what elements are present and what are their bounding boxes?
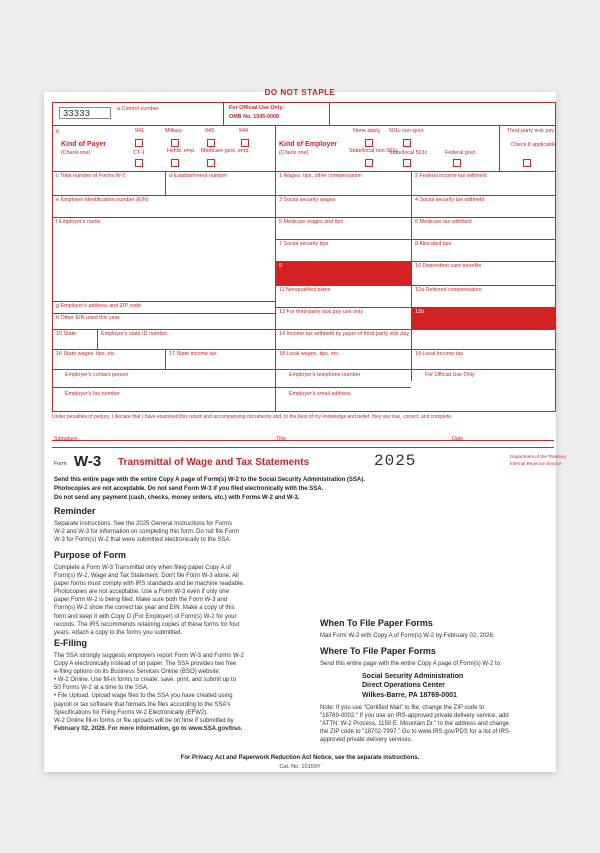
payer-option-hshld: Hshld. emp.: [167, 148, 196, 154]
payer-option-943: 943: [205, 128, 214, 134]
box-12b-label: 12b: [415, 309, 424, 315]
email-label: Employer's email address: [289, 391, 351, 397]
ssa-address: Social Security Administration Direct Operations Center Wilkes-Barre, PA 18769-0001: [362, 673, 464, 699]
catalog-number: Cat. No. 10159Y: [279, 764, 321, 770]
tax-year: 2025: [374, 452, 417, 470]
kind-of-payer-b: b: [56, 129, 59, 135]
box-17-state-tax: 17 State income tax: [169, 351, 217, 357]
box-13-sick-pay: 13 For third-party sick pay use only: [279, 309, 363, 315]
employer-option-none: None apply: [353, 128, 381, 134]
box-9-label: 9: [279, 263, 282, 269]
box-14-sick-pay-tax: 14 Income tax withheld by payer of third-party sick pay: [279, 331, 410, 337]
when-text: Mail Form W-3 with Copy A of Form(s) W-2 by February 02, 2026.: [320, 633, 495, 639]
date-label: Date: [452, 436, 464, 442]
payer-option-ct1: CT-1: [133, 150, 145, 156]
w3-form-grid: [52, 102, 556, 412]
employer-option-statelocal: State/local non-501c: [349, 148, 399, 154]
box-2-federal-tax: 2 Federal income tax withheld: [415, 173, 487, 179]
box-10-dependent-care: 10 Dependent care benefits: [415, 263, 482, 269]
do-not-staple-notice: DO NOT STAPLE: [264, 88, 336, 97]
perjury-statement: Under penalties of perjury, I declare that I have examined this return and accompanying documents and, to the best of my knowledge and belief, they are true, correct, and complete.: [52, 414, 453, 420]
efiling-text: The SSA strongly suggests employers report Form W-3 and Forms W-2 Copy A electronically instead of on paper. The SSA provides two free e-filing options on its Business Services Online (BSO) website: • W-2 Online. Use fill-in forms to create, save, print, and submit up to 50 Forms W-2 at a time to the SSA. • File Upload. Upload wage files to the SSA you have created using payroll or tax software that formats the files according to the SSA's Specifications for Filing Forms W-2 Electronically (EFW2). W-2 Online fill-in forms or file uploads will be on time if submitted by February 02, 2026. For more information, go to www.SSA.gov/bso.: [54, 653, 244, 732]
box-g-employer-address: g Employer's address and ZIP code: [56, 303, 142, 309]
control-code: 33333: [59, 107, 111, 119]
payer-checkbox-medicare[interactable]: [207, 159, 215, 167]
employer-checkbox-statelocal[interactable]: [365, 159, 373, 167]
form-word: Form: [54, 461, 67, 467]
box-e-ein: e Employer identification number (EIN): [56, 197, 149, 203]
payer-option-941: 941: [135, 128, 144, 134]
box-h-other-ein: h Other EIN used this year: [56, 315, 120, 321]
control-number-label: a Control number: [117, 106, 159, 112]
payer-checkbox-944[interactable]: [241, 139, 249, 147]
where-text: Send this entire page with the entire Copy A page of Form(s) W-2 to:: [320, 661, 502, 667]
efiling-heading: E-Filing: [54, 638, 87, 648]
intro-line-1: Send this entire page with the entire Copy A page of Form(s) W-2 to the Social Security Administration (SSA).: [54, 477, 365, 483]
box-18-local-wages: 18 Local wages, tips, etc.: [279, 351, 340, 357]
box-19-local-tax: 19 Local income tax: [415, 351, 463, 357]
box-d-establishment: d Establishment number: [169, 173, 228, 179]
kind-of-employer-title: Kind of Employer: [279, 141, 337, 148]
box-16-state-wages: 16 State wages, tips, etc.: [56, 351, 117, 357]
purpose-text: Complete a Form W-3 Transmittal only when filing paper Copy A of Form(s) W-2, Wage and Tax Statement. Don't file Form W-3 alone. All paper forms must comply with IRS standards and be machine readable. Photocopies are not acceptable. Use a Form W-3 even if only one paper Form W-2 is being filed. Make sure both the Form W-3 and Form(s) W-2 show the correct tax year and EIN. Make a copy of this form and keep it with Copy D (For Employer) of Form(s) W-2 for your records. The IRS recommends retaining copies of these forms for four years. Attach a copy to the forms you submitted.: [54, 565, 245, 636]
payer-checkbox-military[interactable]: [171, 139, 179, 147]
payer-option-military: Military: [165, 128, 183, 134]
box-4-ss-tax: 4 Social security tax withheld: [415, 197, 485, 203]
telephone-label: Employer's telephone number: [289, 372, 361, 378]
employer-option-federal: Federal govt.: [445, 150, 477, 156]
intro-line-3: Do not send any payment (cash, checks, money orders, etc.) with Forms W-2 and W-3.: [54, 495, 300, 501]
reminder-heading: Reminder: [54, 506, 96, 516]
reminder-text: Separate instructions. See the 2025 General Instructions for Forms W-2 and W-3 for information on completing this form. Do not file Form W-3 for Form(s) W-2 that were submitted electronically to the SSA.: [54, 521, 239, 544]
employer-checkbox-statelocal501c[interactable]: [403, 159, 411, 167]
omb-number: OMB No. 1545-0008: [229, 114, 280, 120]
third-party-checkbox[interactable]: [523, 159, 531, 167]
irs-label: Internal Revenue Service: [510, 461, 562, 466]
employer-checkbox-501c[interactable]: [403, 139, 411, 147]
third-party-sick-pay-label: Third-party sick pay: [507, 128, 555, 134]
box-6-medicare-tax: 6 Medicare tax withheld: [415, 219, 472, 225]
dept-treasury: Department of the Treasury: [510, 454, 566, 459]
employer-option-statelocal501c: State/local 501c: [389, 150, 428, 156]
employer-option-501c: 501c non-govt.: [389, 128, 425, 134]
box-5-medicare-wages: 5 Medicare wages and tips: [279, 219, 344, 225]
signature-label: Signature: [54, 436, 78, 442]
payer-option-944: 944: [239, 128, 248, 134]
w3-form-page: [44, 88, 566, 772]
box-f-employer-name: f Employer's name: [56, 219, 101, 225]
box-11-nonqualified: 11 Nonqualified plans: [279, 287, 331, 293]
employer-checkbox-none[interactable]: [365, 139, 373, 147]
box-15-state-id: Employer's state ID number: [101, 331, 168, 337]
third-party-check-label: Check if applicable: [511, 142, 557, 148]
intro-line-2: Photocopies are not acceptable. Do not send Form W-3 if you filed electronically with the SSA.: [54, 486, 324, 492]
purpose-heading: Purpose of Form: [54, 550, 127, 560]
box-9-shaded: [275, 261, 411, 285]
payer-checkbox-hshld[interactable]: [171, 159, 179, 167]
official-use-label: For Official Use Only:: [229, 105, 285, 111]
when-heading: When To File Paper Forms: [320, 618, 433, 628]
box-12a-deferred: 12a Deferred compensation: [415, 287, 482, 293]
box-7-ss-tips: 7 Social security tips: [279, 241, 329, 247]
payer-checkbox-941[interactable]: [135, 139, 143, 147]
box-1-wages: 1 Wages, tips, other compensation: [279, 173, 362, 179]
form-number: W-3: [74, 453, 102, 470]
kind-of-payer-title: Kind of Payer: [61, 141, 107, 148]
title-label: Title: [276, 436, 286, 442]
form-title: Transmittal of Wage and Tax Statements: [118, 457, 310, 468]
where-note: Note: If you use "Certified Mail" to file, change the ZIP code to "18769-0002." If you use an IRS-approved private delivery service, add "ATTN: W-2 Process, 1150 E. Mountain Dr." to the address and change the ZIP code to "18702-7997." Go to www.IRS.gov/PDS for a list of IRS- approved private delivery services.: [320, 705, 511, 744]
where-heading: Where To File Paper Forms: [320, 646, 436, 656]
box-12b-shaded: [412, 307, 555, 329]
payer-checkbox-943[interactable]: [207, 139, 215, 147]
privacy-notice: For Privacy Act and Paperwork Reduction Act Notice, see the separate instructions.: [180, 755, 420, 761]
box-3-ss-wages: 3 Social security wages: [279, 197, 336, 203]
payer-option-medicare: Medicare govt. emp.: [201, 148, 250, 154]
official-use-only-label: For Official Use Only: [425, 372, 475, 378]
box-8-allocated-tips: 8 Allocated tips: [415, 241, 452, 247]
fax-label: Employer's fax number: [65, 391, 120, 397]
contact-person-label: Employer's contact person: [65, 372, 129, 378]
box-c-total-forms: c Total number of Forms W-2: [56, 173, 126, 179]
payer-checkbox-ct1[interactable]: [135, 159, 143, 167]
box-15-state: 15 State: [56, 331, 77, 337]
kind-of-payer-subtitle: (Check one): [61, 150, 91, 156]
employer-checkbox-federal[interactable]: [453, 159, 461, 167]
kind-of-employer-subtitle: (Check one): [279, 150, 309, 156]
